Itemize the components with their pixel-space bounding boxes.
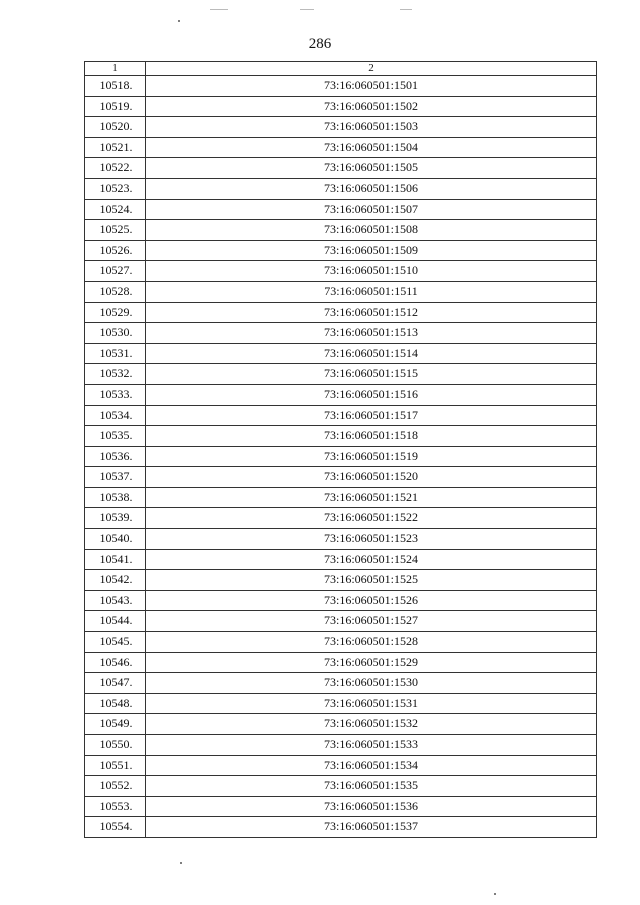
cadastral-number: 73:16:060501:1509 xyxy=(146,240,597,261)
table-row xyxy=(85,302,597,323)
cadastral-number: 73:16:060501:1535 xyxy=(146,776,597,797)
row-number: 10538. xyxy=(85,487,146,508)
table-row xyxy=(85,446,597,467)
table-row xyxy=(85,364,597,385)
row-number: 10536. xyxy=(85,446,146,467)
table-row xyxy=(85,178,597,199)
row-number: 10533. xyxy=(85,384,146,405)
cadastral-number: 73:16:060501:1531 xyxy=(146,693,597,714)
cadastral-number: 73:16:060501:1513 xyxy=(146,323,597,344)
table-row xyxy=(85,590,597,611)
table-row xyxy=(85,735,597,756)
row-number: 10520. xyxy=(85,117,146,138)
page-number: 286 xyxy=(308,36,332,52)
cadastral-number: 73:16:060501:1514 xyxy=(146,343,597,364)
row-number: 10523. xyxy=(85,178,146,199)
cadastral-number: 73:16:060501:1508 xyxy=(146,220,597,241)
scan-dash xyxy=(300,9,314,10)
cadastral-number: 73:16:060501:1512 xyxy=(146,302,597,323)
cadastral-number: 73:16:060501:1501 xyxy=(146,76,597,97)
table-row xyxy=(85,323,597,344)
table-row xyxy=(85,343,597,364)
table-row xyxy=(85,281,597,302)
table-row xyxy=(85,632,597,653)
cadastral-number: 73:16:060501:1502 xyxy=(146,96,597,117)
cadastral-number: 73:16:060501:1510 xyxy=(146,261,597,282)
row-number: 10518. xyxy=(85,76,146,97)
table-row xyxy=(85,673,597,694)
table-row xyxy=(85,776,597,797)
cadastral-number: 73:16:060501:1504 xyxy=(146,137,597,158)
row-number: 10552. xyxy=(85,776,146,797)
row-number: 10539. xyxy=(85,508,146,529)
scan-dash xyxy=(400,9,412,10)
cadastral-number: 73:16:060501:1511 xyxy=(146,281,597,302)
cadastral-number: 73:16:060501:1529 xyxy=(146,652,597,673)
row-number: 10521. xyxy=(85,137,146,158)
table-row xyxy=(85,467,597,488)
table-row xyxy=(85,529,597,550)
cadastral-number: 73:16:060501:1530 xyxy=(146,673,597,694)
row-number: 10519. xyxy=(85,96,146,117)
table-row xyxy=(85,549,597,570)
cadastral-number: 73:16:060501:1523 xyxy=(146,529,597,550)
cadastral-number: 73:16:060501:1526 xyxy=(146,590,597,611)
cadastral-number: 73:16:060501:1532 xyxy=(146,714,597,735)
cadastral-number: 73:16:060501:1517 xyxy=(146,405,597,426)
row-number: 10548. xyxy=(85,693,146,714)
row-number: 10526. xyxy=(85,240,146,261)
table-row xyxy=(85,426,597,447)
cadastral-number: 73:16:060501:1515 xyxy=(146,364,597,385)
cadastral-number: 73:16:060501:1534 xyxy=(146,755,597,776)
row-number: 10550. xyxy=(85,735,146,756)
row-number: 10551. xyxy=(85,755,146,776)
row-number: 10544. xyxy=(85,611,146,632)
row-number: 10534. xyxy=(85,405,146,426)
cadastral-number: 73:16:060501:1528 xyxy=(146,632,597,653)
row-number: 10530. xyxy=(85,323,146,344)
row-number: 10537. xyxy=(85,467,146,488)
cadastral-number: 73:16:060501:1521 xyxy=(146,487,597,508)
table-header-row xyxy=(85,62,597,76)
row-number: 10554. xyxy=(85,817,146,838)
scan-speck xyxy=(494,893,496,895)
cadastral-number: 73:16:060501:1522 xyxy=(146,508,597,529)
row-number: 10541. xyxy=(85,549,146,570)
table-row xyxy=(85,76,597,97)
cadastral-number: 73:16:060501:1524 xyxy=(146,549,597,570)
table-row xyxy=(85,693,597,714)
table-row xyxy=(85,487,597,508)
table-row xyxy=(85,137,597,158)
row-number: 10531. xyxy=(85,343,146,364)
row-number: 10547. xyxy=(85,673,146,694)
table-row xyxy=(85,796,597,817)
cadastral-number: 73:16:060501:1518 xyxy=(146,426,597,447)
row-number: 10545. xyxy=(85,632,146,653)
table-row xyxy=(85,755,597,776)
table-row xyxy=(85,611,597,632)
row-number: 10524. xyxy=(85,199,146,220)
cadastral-number: 73:16:060501:1503 xyxy=(146,117,597,138)
cadastral-number: 73:16:060501:1536 xyxy=(146,796,597,817)
table-row xyxy=(85,96,597,117)
row-number: 10532. xyxy=(85,364,146,385)
row-number: 10543. xyxy=(85,590,146,611)
row-number: 10546. xyxy=(85,652,146,673)
table-row xyxy=(85,508,597,529)
table-row xyxy=(85,158,597,179)
row-number: 10540. xyxy=(85,529,146,550)
cadastral-number: 73:16:060501:1533 xyxy=(146,735,597,756)
cadastral-number: 73:16:060501:1505 xyxy=(146,158,597,179)
table-row xyxy=(85,220,597,241)
cadastral-number: 73:16:060501:1507 xyxy=(146,199,597,220)
table-row xyxy=(85,199,597,220)
column-header-cadastral: 2 xyxy=(146,62,597,76)
row-number: 10525. xyxy=(85,220,146,241)
table-row xyxy=(85,240,597,261)
table-row xyxy=(85,117,597,138)
table-row xyxy=(85,714,597,735)
table-row xyxy=(85,384,597,405)
column-header-number: 1 xyxy=(85,62,146,76)
cadastral-number: 73:16:060501:1520 xyxy=(146,467,597,488)
cadastral-number: 73:16:060501:1537 xyxy=(146,817,597,838)
table-row xyxy=(85,405,597,426)
row-number: 10542. xyxy=(85,570,146,591)
table-row xyxy=(85,570,597,591)
row-number: 10549. xyxy=(85,714,146,735)
cadastral-number: 73:16:060501:1516 xyxy=(146,384,597,405)
row-number: 10553. xyxy=(85,796,146,817)
table-row xyxy=(85,261,597,282)
table-row xyxy=(85,817,597,838)
row-number: 10529. xyxy=(85,302,146,323)
cadastral-number: 73:16:060501:1525 xyxy=(146,570,597,591)
cadastral-number: 73:16:060501:1527 xyxy=(146,611,597,632)
cadastral-number: 73:16:060501:1506 xyxy=(146,178,597,199)
cadastral-table xyxy=(84,61,597,838)
scan-speck xyxy=(178,20,180,22)
row-number: 10527. xyxy=(85,261,146,282)
table-row xyxy=(85,652,597,673)
row-number: 10535. xyxy=(85,426,146,447)
scan-speck xyxy=(180,862,182,864)
row-number: 10522. xyxy=(85,158,146,179)
scan-dash xyxy=(210,9,228,10)
cadastral-number: 73:16:060501:1519 xyxy=(146,446,597,467)
row-number: 10528. xyxy=(85,281,146,302)
